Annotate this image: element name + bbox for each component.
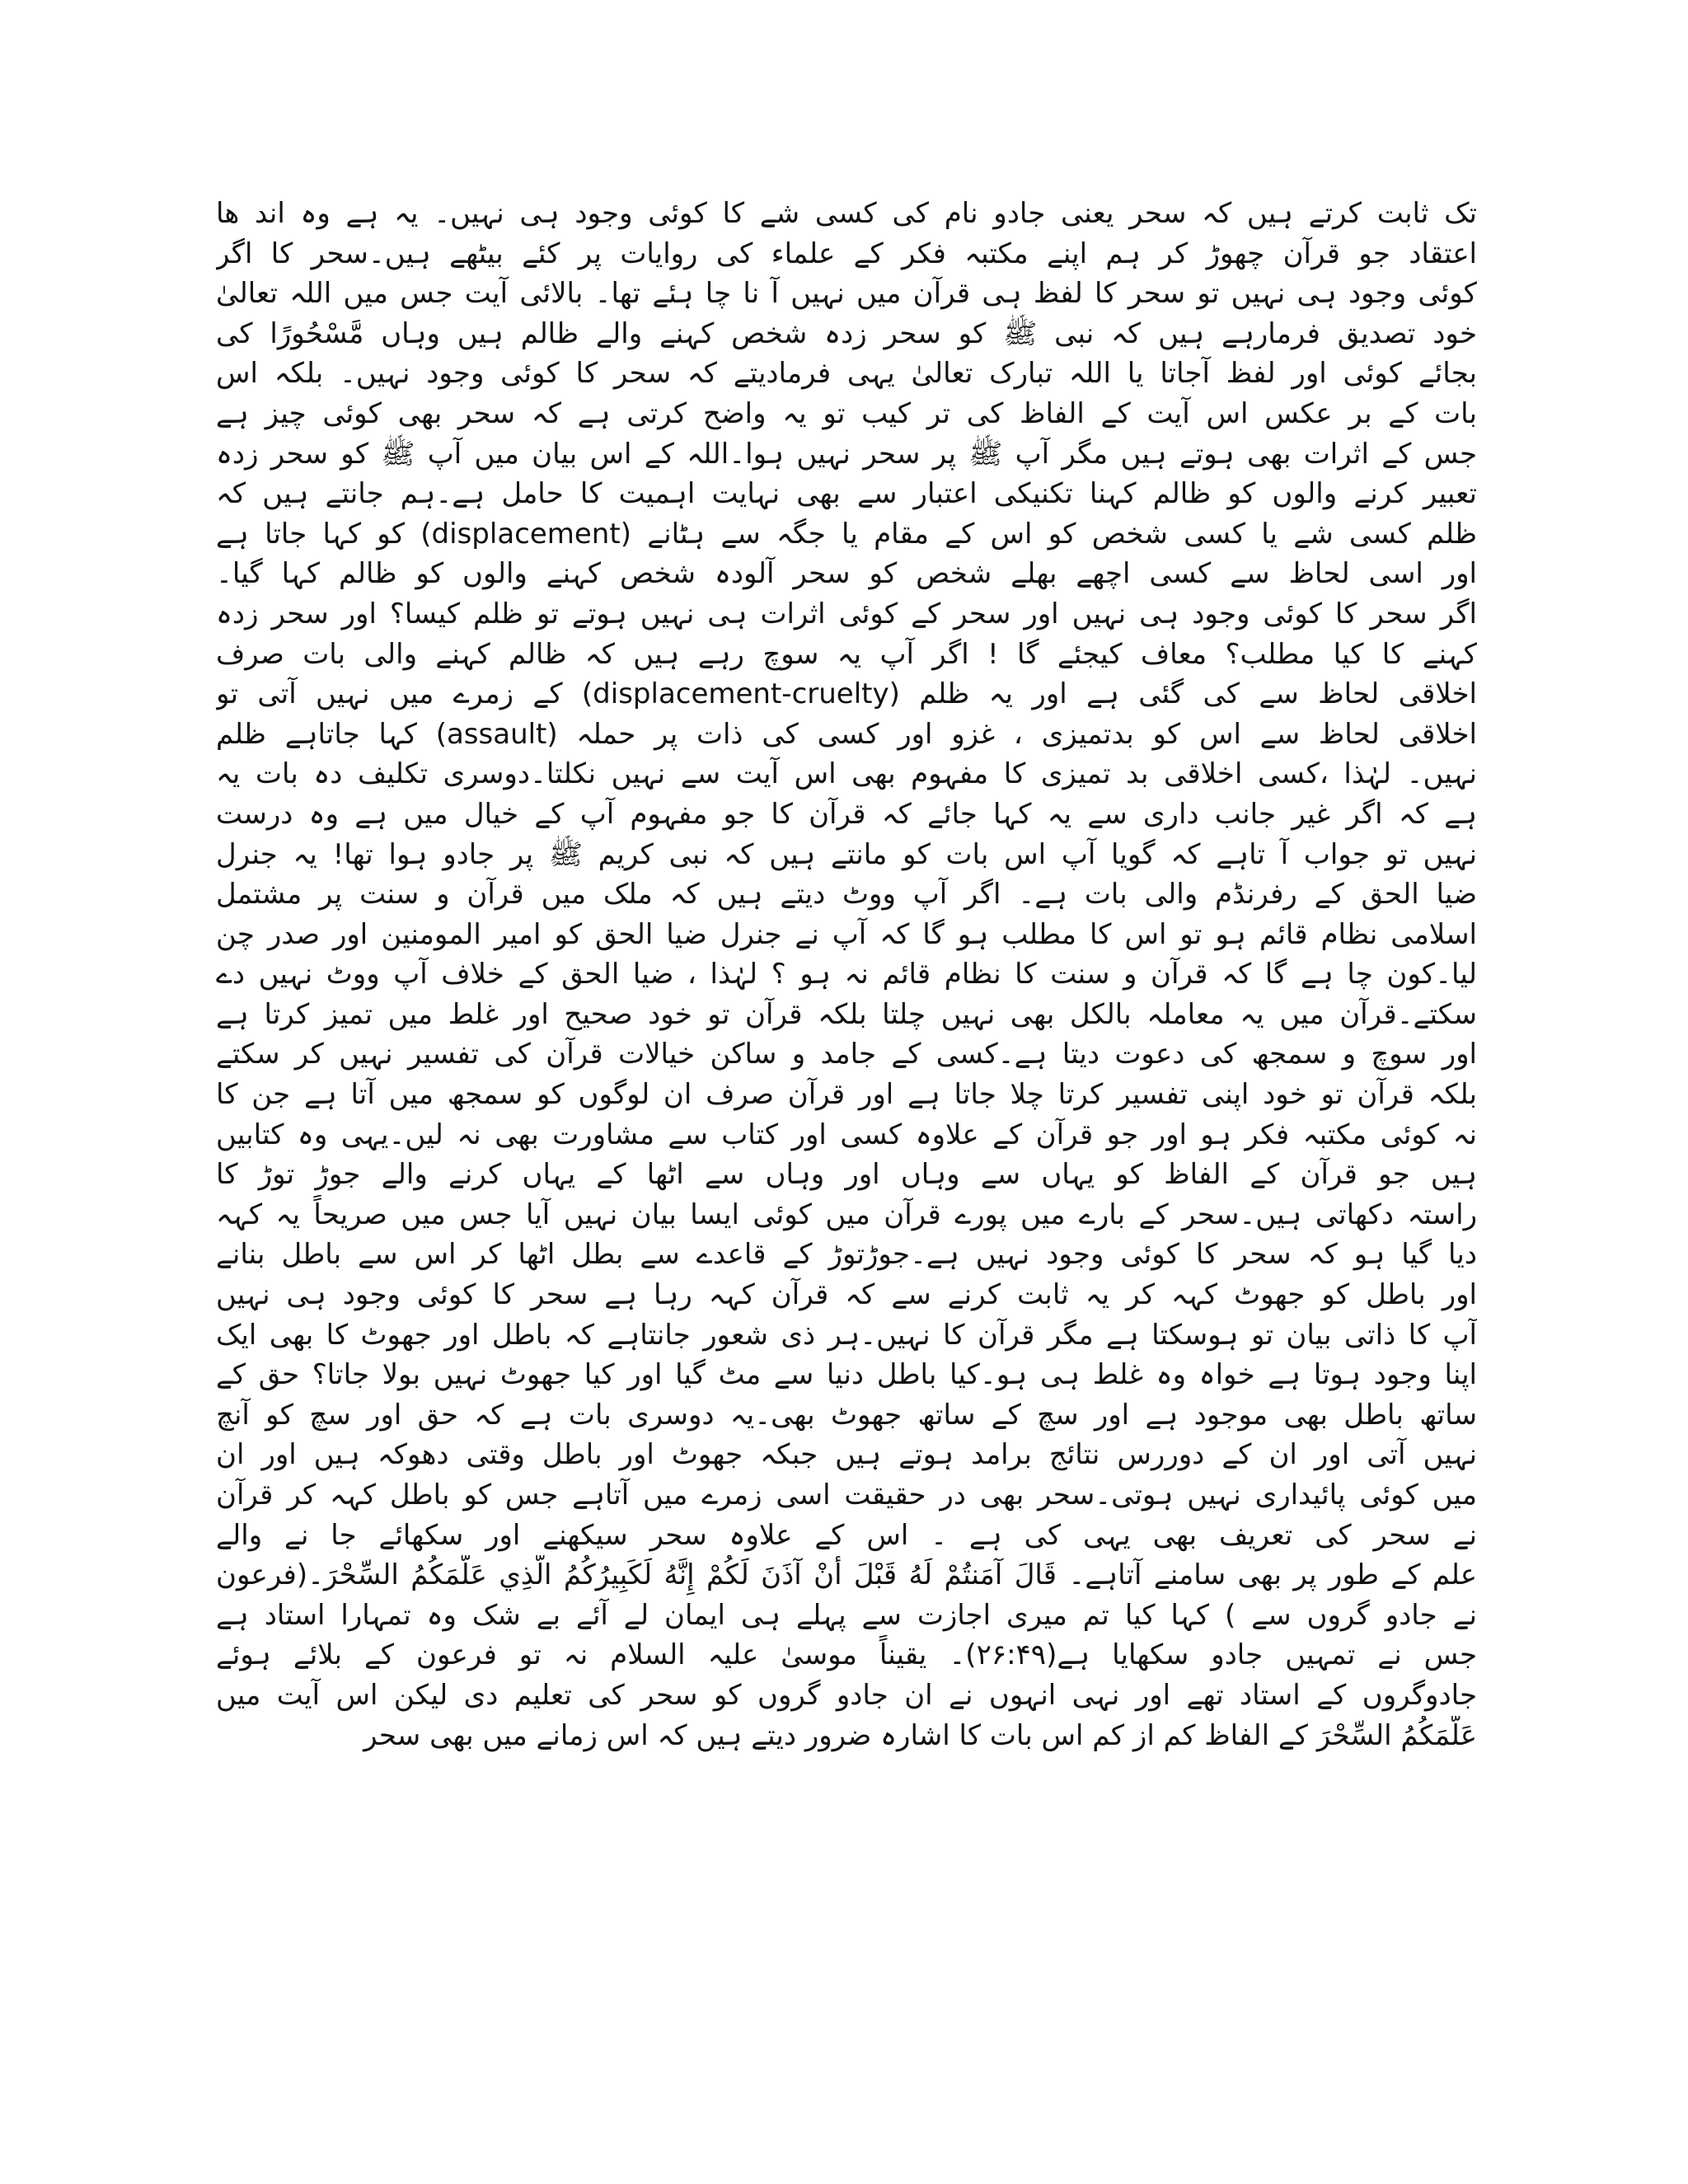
- text-line: جس نے تمہیں جادو سکھایا ہے(۲۶:۴۹)۔ یقیناً موسیٰ علیہ السلام نہ تو فرعون کے بلائے ہوئے: [216, 1638, 1477, 1672]
- text-line: اسلامی نظام قائم ہو تو اس کا مطلب ہو گا کہ آپ نے جنرل ضیا الحق کو امیر المومنین اور صدر چن: [216, 917, 1477, 951]
- text-line: اپنا وجود ہوتا ہے خواہ وہ غلط ہی ہو۔کیا باطل دنیا سے مٹ گیا اور کیا جھوٹ نہیں بولا جاتا؟ حق کے: [216, 1358, 1477, 1392]
- text-line: اور اسی لحاظ سے کسی اچھے بھلے شخص کو سحر آلودہ شخص کہنے والوں کو ظالم کہا گیا۔: [216, 557, 1477, 591]
- text-line: بجائے کوئی اور لفظ آجاتا یا اللہ تبارک تعالیٰ یہی فرمادیتے کہ سحر کا کوئی وجود نہیں۔ بلکہ اس: [216, 357, 1477, 391]
- text-line: ہے کہ اگر غیر جانب داری سے یہ کہا جائے کہ قرآن کا جو مفہوم آپ کے خیال میں ہے وہ درست: [216, 797, 1477, 831]
- text-line: ضیا الحق کے رفرنڈم والی بات ہے۔ اگر آپ ووٹ دیتے ہیں کہ ملک میں قرآن و سنت پر مشتمل: [216, 878, 1477, 912]
- text-line: اخلاقی لحاظ سے اس کو بدتمیزی ، غزو اور کسی کی ذات پر حملہ (assault) کہا جاتاہے ظلم: [216, 717, 1477, 751]
- text-line: سکتے۔قرآن میں یہ معاملہ بالکل بھی نہیں چلتا بلکہ قرآن تو خود صحیح اور غلط میں تمیز کرتا ہے: [216, 997, 1477, 1031]
- text-line: علم کے طور پر بھی سامنے آتاہے۔ قَالَ آمَنتُمْ لَهُ قَبْلَ أَنْ آذَنَ لَكُمْ إِنَّهُ لَكَبِيرُكُمُ الَّذِي عَلَّمَكُمُ السِّحْرَ۔(فرعون: [216, 1558, 1477, 1592]
- text-line: آپ کا ذاتی بیان تو ہوسکتا ہے مگر قرآن کا نہیں۔ہر ذی شعور جانتاہے کہ باطل اور جھوٹ کا بھی ایک: [216, 1318, 1477, 1352]
- text-line: جس کے اثرات بھی ہوتے ہیں مگر آپ ﷺ پر سحر نہیں ہوا۔اللہ کے اس بیان میں آپ ﷺ کو سحر زدہ: [216, 437, 1477, 471]
- text-line: بلکہ قرآن تو خود اپنی تفسیر کرتا چلا جاتا ہے اور قرآن صرف ان لوگوں کو سمجھ میں آتا ہے جن کا: [216, 1078, 1477, 1112]
- text-line: اور باطل کو جھوٹ کہہ کر یہ ثابت کرنے سے کہ قرآن کہہ رہا ہے سحر کا کوئی وجود ہی نہیں: [216, 1278, 1477, 1312]
- text-line: ہیں جو قرآن کے الفاظ کو یہاں سے وہاں اور وہاں سے اٹھا کے یہاں کرنے والے جوڑ توڑ کا: [216, 1158, 1477, 1192]
- text-line: اور سوچ و سمجھ کی دعوت دیتا ہے۔کسی کے جامد و ساکن خیالات قرآن کی تفسیر نہیں کر سکتے: [216, 1038, 1477, 1071]
- text-line: نے سحر کی تعریف بھی یہی کی ہے ۔ اس کے علاوہ سحر سیکھنے اور سکھائے جا نے والے: [216, 1518, 1477, 1552]
- text-line: خود تصدیق فرمارہے ہیں کہ نبی ﷺ کو سحر زدہ شخص کہنے والے ظالم ہیں وہاں مَّسْحُورًا کی: [216, 316, 1477, 350]
- text-line: راستہ دکھاتی ہیں۔سحر کے بارے میں پورے قرآن میں کوئی ایسا بیان نہیں آیا جس میں صریحاً یہ کہہ: [216, 1197, 1477, 1231]
- text-line: نہ کوئی مکتبہ فکر ہو اور جو قرآن کے علاوہ کسی اور کتاب سے مشاورت بھی نہ لیں۔یہی وہ کتابیں: [216, 1118, 1477, 1151]
- text-line: نہیں تو جواب آ تاہے کہ گویا آپ اس بات کو مانتے ہیں کہ نبی کریم ﷺ پر جادو ہوا تھا! یہ جنرل: [216, 837, 1477, 871]
- urdu-text-block: [216, 194, 1477, 2007]
- text-line: تک ثابت کرتے ہیں کہ سحر یعنی جادو نام کی کسی شے کا کوئی وجود ہی نہیں۔ یہ ہے وہ اند ھا: [216, 197, 1477, 230]
- text-line: میں کوئی پائیداری نہیں ہوتی۔سحر بھی در حقیقت اسی زمرے میں آتاہے جس کو باطل کہہ کر قرآن: [216, 1479, 1477, 1511]
- text-line: لیا۔کون چا ہے گا کہ قرآن و سنت کا نظام قائم نہ ہو ؟ لہٰذا ، ضیا الحق کے خلاف آپ ووٹ نہیں دے: [216, 958, 1477, 991]
- text-line: نے جادو گروں سے ) کہا کیا تم میری اجازت سے پہلے ہی ایمان لے آئے بے شک وہ تمہارا استاد ہے: [216, 1598, 1477, 1632]
- text-line: ساتھ باطل بھی موجود ہے اور سچ کے ساتھ جھوٹ بھی۔یہ دوسری بات ہے کہ حق اور سچ کو آنچ: [216, 1398, 1477, 1432]
- text-line: نہیں۔ لہٰذا ،کسی اخلاقی بد تمیزی کا مفہوم بھی اس آیت سے نہیں نکلتا۔دوسری تکلیف دہ بات یہ: [216, 757, 1477, 791]
- text-line: اگر سحر کا کوئی وجود ہی نہیں اور سحر کے کوئی اثرات ہی نہیں ہوتے تو ظلم کیسا؟ اور سحر زدہ: [216, 597, 1477, 630]
- text-line: اعتقاد جو قرآن چھوڑ کر ہم اپنے مکتبہ فکر کے علماء کی روایات پر کئے بیٹھے ہیں۔سحر کا اگر: [216, 237, 1477, 270]
- text-line: نہیں آتی اور ان کے دوررس نتائج برامد ہوتے ہیں جبکہ جھوٹ اور باطل وقتی دھوکہ ہیں اور ان: [216, 1438, 1477, 1472]
- text-line: ظلم کسی شے یا کسی شخص کو اس کے مقام یا جگہ سے ہٹانے (displacement) کو کہا جاتا ہے: [216, 517, 1477, 551]
- text-line: اخلاقی لحاظ سے کی گئی ہے اور یہ ظلم (displacement-cruelty) کے زمرے میں نہیں آتی تو: [216, 677, 1477, 711]
- text-line: عَلَّمَكُمُ السِّحْرَ کے الفاظ کم از کم اس بات کا اشارہ ضرور دیتے ہیں کہ اس زمانے میں بھی سحر: [363, 1718, 1477, 1752]
- text-line: کہنے کا کیا مطلب؟ معاف کیجئے گا ! اگر آپ یہ سوچ رہے ہیں کہ ظالم کہنے والی بات صرف: [216, 637, 1477, 671]
- text-line: دیا گیا ہو کہ سحر کا کوئی وجود نہیں ہے۔جوڑتوڑ کے قاعدے سے بطل اٹھا کر اس سے باطل بنانے: [216, 1238, 1477, 1272]
- text-line: کوئی وجود ہی نہیں تو سحر کا لفظ ہی قرآن میں نہیں آ نا چا ہئے تھا۔ بالائی آیت جس میں اللہ تعالیٰ: [216, 277, 1477, 311]
- text-line: تعبیر کرنے والوں کو ظالم کہنا تکنیکی اعتبار سے بھی نہایت اہمیت کا حامل ہے۔ہم جانتے ہیں کہ: [216, 477, 1477, 511]
- text-line: بات کے بر عکس اس آیت کے الفاظ کی تر کیب تو یہ واضح کرتی ہے کہ سحر بھی کوئی چیز ہے: [216, 396, 1477, 430]
- text-line: جادوگروں کے استاد تھے اور نہی انہوں نے ان جادو گروں کو سحر کی تعلیم دی لیکن اس آیت میں: [216, 1678, 1477, 1712]
